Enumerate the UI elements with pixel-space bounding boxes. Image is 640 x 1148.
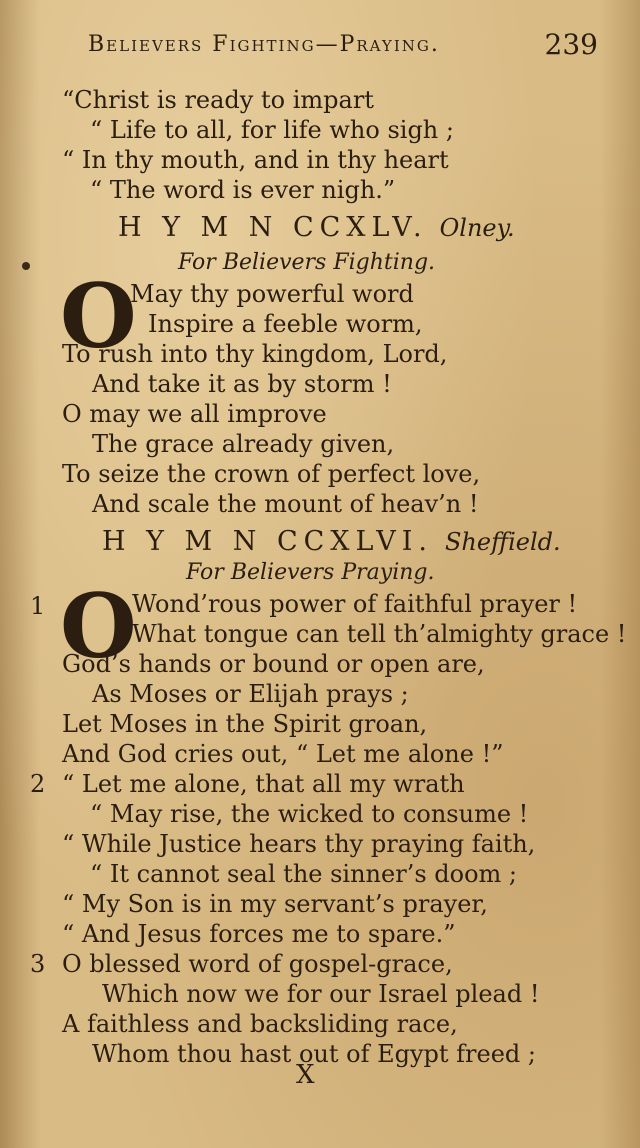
verse-line: Which now we for our Israel plead !	[102, 980, 540, 1008]
signature-mark: X	[296, 1060, 315, 1090]
hymn-number: H Y M N CCXLV.	[118, 212, 428, 243]
verse-line: O may we all improve	[62, 400, 327, 428]
verse-line: To rush into thy kingdom, Lord,	[62, 340, 448, 368]
verse-line: What tongue can tell th’almighty grace !	[132, 620, 627, 648]
hymn-subtitle: For Believers Praying.	[186, 560, 435, 585]
hymn-title	[118, 212, 515, 243]
verse-line: “ While Justice hears thy praying faith,	[62, 830, 536, 858]
page-number: 239	[544, 28, 598, 61]
hymn-title	[102, 526, 561, 557]
verse-line: Inspire a feeble worm,	[148, 310, 423, 338]
drop-cap: O	[60, 574, 137, 678]
verse-number: 2	[30, 770, 46, 798]
verse-number: 1	[30, 592, 46, 620]
verse-line: Whom thou hast out of Egypt freed ;	[92, 1040, 537, 1068]
verse-line: “ My Son is in my servant’s prayer,	[62, 890, 488, 918]
verse-number: 3	[30, 950, 46, 978]
verse-line: “ And Jesus forces me to spare.”	[62, 920, 456, 948]
verse-line: And God cries out, “ Let me alone !”	[62, 740, 504, 768]
hymn-subtitle: For Believers Fighting.	[178, 250, 436, 275]
tune-name: Sheffield.	[444, 528, 561, 556]
drop-cap: O	[60, 264, 137, 368]
verse-line: O blessed word of gospel-grace,	[62, 950, 453, 978]
ink-spot	[22, 262, 30, 270]
running-head: Believers Fighting—Praying.	[88, 32, 440, 57]
verse-line: “ Life to all, for life who sigh ;	[90, 116, 454, 144]
tune-name: Olney.	[439, 214, 515, 242]
verse-line: A faithless and backsliding race,	[62, 1010, 458, 1038]
verse-line: “Christ is ready to impart	[62, 86, 374, 114]
verse-line: And take it as by storm !	[92, 370, 392, 398]
verse-line: And scale the mount of heav’n !	[92, 490, 479, 518]
verse-line: “ Let me alone, that all my wrath	[62, 770, 465, 798]
verse-line: “ It cannot seal the sinner’s doom ;	[90, 860, 517, 888]
verse-line: Wond’rous power of faithful prayer !	[132, 590, 578, 618]
verse-line: God’s hands or bound or open are,	[62, 650, 485, 678]
verse-line: “ May rise, the wicked to consume !	[90, 800, 529, 828]
verse-line: As Moses or Elijah prays ;	[92, 680, 409, 708]
hymn-number: H Y M N CCXLVI.	[102, 526, 433, 557]
verse-line: To seize the crown of perfect love,	[62, 460, 481, 488]
verse-line: Let Moses in the Spirit groan,	[62, 710, 428, 738]
verse-line: The grace already given,	[92, 430, 395, 458]
verse-line: “ The word is ever nigh.”	[90, 176, 396, 204]
page-header	[88, 28, 598, 68]
verse-line: May thy powerful word	[130, 280, 414, 308]
verse-line: “ In thy mouth, and in thy heart	[62, 146, 449, 174]
